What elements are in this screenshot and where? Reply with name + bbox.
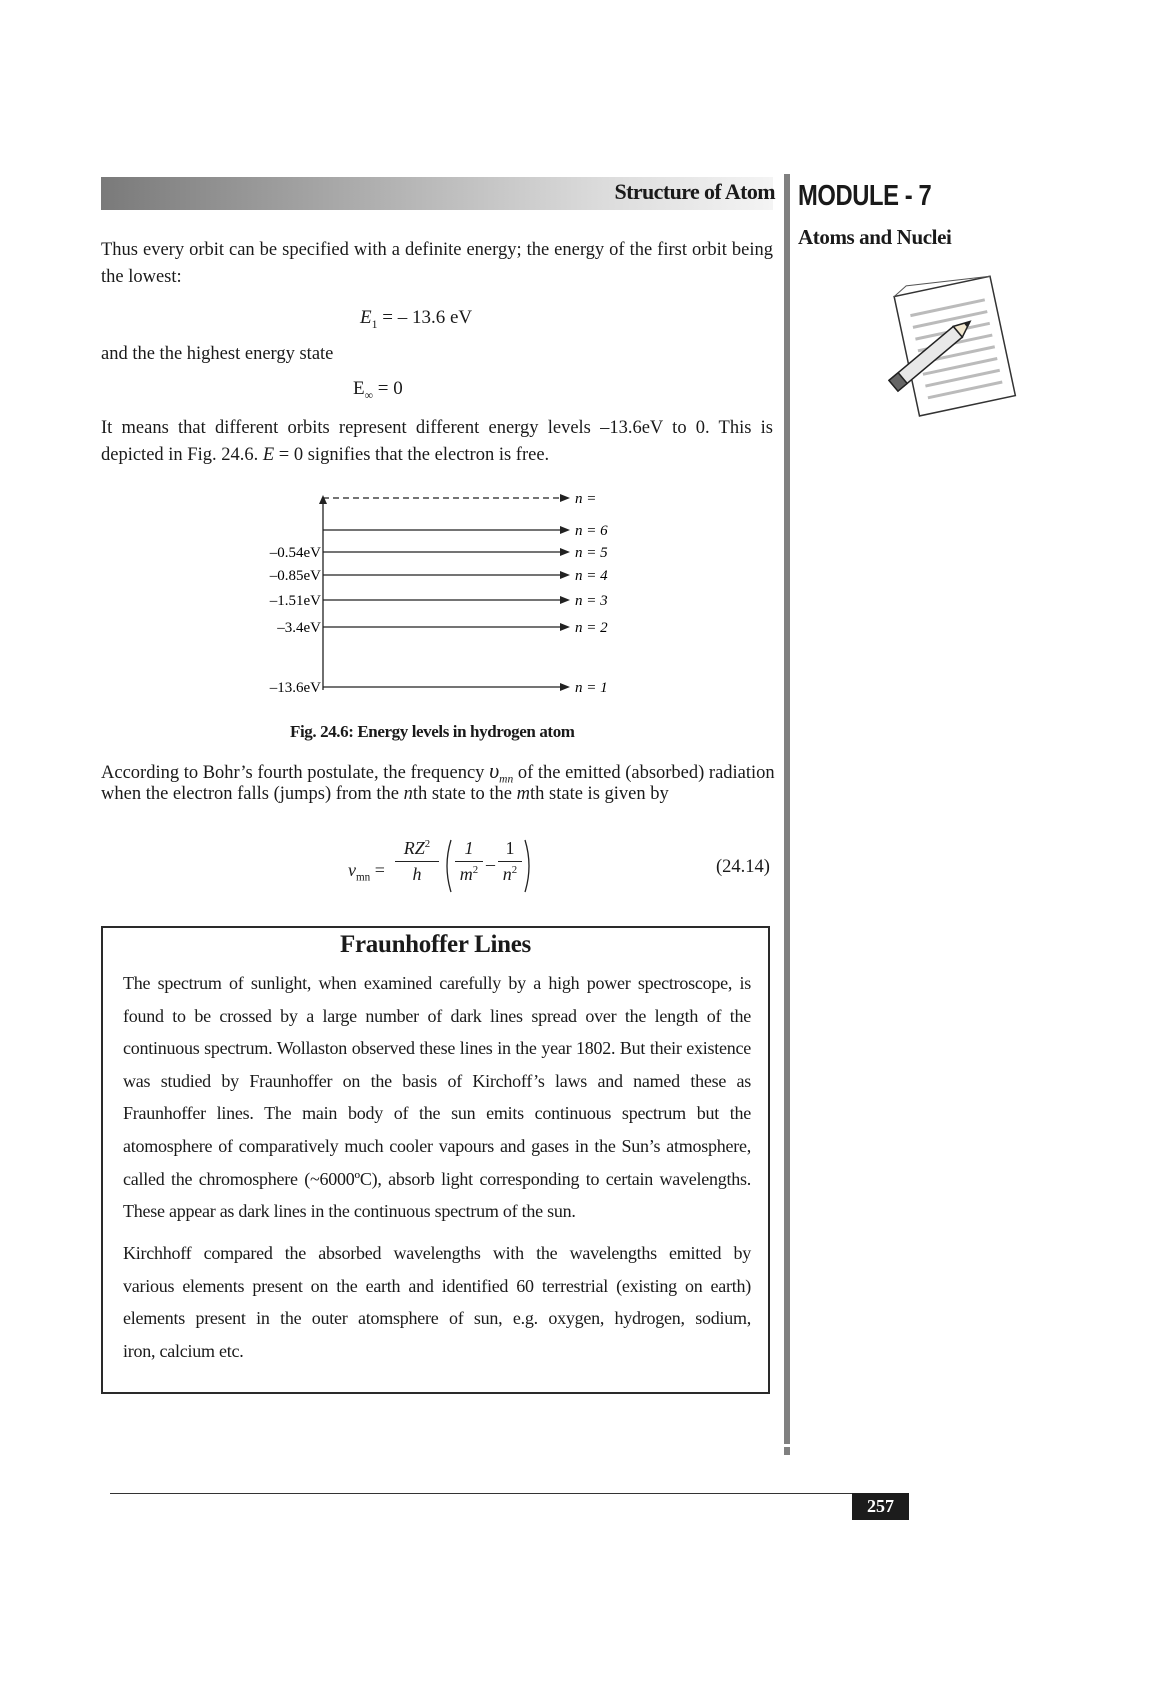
eq-inner-num2: 1: [505, 838, 515, 858]
para4-line2-b: th state to the: [412, 784, 517, 804]
energy-level-n-label: n = 5: [575, 545, 608, 561]
para3-text-a: It means that different orbits represent different energy levels –13.6eV to 0. This is depicted in Fig. 24.6.: [101, 418, 773, 465]
running-title: Structure of Atom: [614, 179, 775, 204]
energy-level-value-label: –13.6eV: [269, 680, 321, 696]
energy-level-diagram: [250, 490, 630, 710]
energy-level-arrowhead: [560, 683, 570, 691]
box-title: Fraunhoffer Lines: [340, 931, 531, 958]
energy-level-n-label: n =: [575, 491, 597, 507]
eq-inner-fraction-2: [498, 838, 522, 885]
figure-caption: Fig. 24.6: Energy levels in hydrogen atom: [290, 722, 575, 741]
sidebar-rule-tip: [784, 1447, 790, 1455]
box-text-line: various elements present on the earth and identified 60 terrestrial (existing on earth): [123, 1275, 751, 1296]
box-text-line: continuous spectrum. Wollaston observed these lines in the year 1802. But their existence: [123, 1038, 751, 1059]
para4-symbol: υ: [489, 758, 500, 783]
para4-subscript: mn: [499, 773, 514, 786]
box-paragraph-2: [123, 1237, 751, 1367]
eq-numerator-sup: 2: [424, 838, 431, 850]
para4-line2-c: th state is given by: [530, 784, 669, 804]
eq-inner-den1: m: [459, 864, 473, 884]
energy-level-value-label: –3.4eV: [277, 620, 321, 636]
eq2-value: = 0: [377, 378, 403, 399]
energy-level-arrowhead: [560, 526, 570, 534]
para3-text-b: = 0 signifies that the electron is free.: [274, 444, 550, 465]
box-text-line: found to be crossed by a large number of dark lines spread over the length of the: [123, 1005, 751, 1026]
energy-level-value-label: –0.85eV: [269, 568, 321, 584]
eq1-symbol: E: [360, 307, 372, 328]
para4-text-b: of the emitted (absorbed) radiation: [513, 763, 775, 783]
energy-level-arrowhead: [560, 548, 570, 556]
box-text-line: Kirchhoff compared the absorbed wavelengths with the wavelengths emitted by: [123, 1243, 751, 1263]
notes-pencil-icon: [875, 268, 1025, 423]
module-title: MODULE - 7: [798, 180, 932, 212]
box-text-line: Fraunhoffer lines. The main body of the sun emits continuous spectrum but the: [123, 1103, 751, 1124]
paragraph-bohr-line1: [101, 758, 775, 786]
para4-line2-a: when the electron falls (jumps) from the: [101, 784, 404, 804]
eq-right-paren: [523, 838, 533, 894]
energy-level-value-label: –0.54eV: [269, 545, 321, 561]
box-paragraph-1: [123, 967, 751, 1228]
eq-inner-den2: n: [502, 864, 512, 884]
box-text-line: The spectrum of sunlight, when examined carefully by a high power spectroscope, is: [123, 973, 751, 993]
sidebar-rule: [784, 174, 790, 1444]
paragraph-bohr-line2: [101, 784, 669, 805]
para3-symbol: E: [262, 444, 275, 465]
eq-inner-num1: 1: [464, 838, 474, 858]
energy-level-arrowhead: [560, 494, 570, 502]
energy-level-n-label: n = 1: [575, 680, 608, 696]
energy-level-value-label: –1.51eV: [269, 593, 321, 609]
eq-lhs-sub: mn: [356, 871, 371, 884]
eq-lhs: v: [348, 860, 356, 880]
eq-left-paren: [443, 838, 453, 894]
module-subtitle: Atoms and Nuclei: [798, 225, 952, 249]
energy-level-n-label: n = 3: [575, 593, 608, 609]
eq-inner-den1-sup: 2: [472, 864, 479, 876]
para4-m: m: [516, 784, 531, 804]
eq2-symbol: E: [353, 378, 365, 399]
box-text-line: elements present in the outer atomsphere of sun, e.g. oxygen, hydrogen, sodium,: [123, 1308, 751, 1329]
eq1-value: = – 13.6 eV: [382, 307, 473, 328]
box-text-line: called the chromosphere (~6000ºC), absorb light corresponding to certain wavelengths.: [123, 1168, 751, 1189]
equation-number: (24.14): [716, 857, 770, 877]
eq-inner-den2-sup: 2: [511, 864, 518, 876]
paragraph-highest-state: and the the highest energy state: [101, 344, 334, 364]
equation-einf: [353, 378, 403, 403]
box-text-line: atomosphere of comparatively much cooler vapours and gases in the Sun’s atmosphere,: [123, 1135, 751, 1156]
para4-text-a: According to Bohr’s fourth postulate, the frequency: [101, 763, 490, 783]
paragraph-intro: Thus every orbit can be specified with a definite energy; the energy of the first orbit being the lowest:: [101, 240, 773, 287]
eq-equals: =: [374, 860, 385, 880]
eq-main-fraction: [395, 838, 439, 885]
footer-rule: [110, 1493, 855, 1494]
eq-denominator: h: [412, 864, 422, 884]
energy-level-n-label: n = 4: [575, 568, 608, 584]
energy-level-arrowhead: [560, 623, 570, 631]
box-text-line: was studied by Fraunhoffer on the basis of Kirchoff’s laws and named these as: [123, 1070, 751, 1091]
eq-minus: –: [486, 854, 495, 874]
energy-level-arrowhead: [560, 596, 570, 604]
box-text-line: iron, calcium etc.: [123, 1340, 244, 1361]
equation-e1: [360, 307, 472, 332]
energy-level-arrowhead: [560, 571, 570, 579]
energy-level-n-label: n = 2: [575, 620, 608, 636]
eq2-subscript: ∞: [364, 388, 373, 402]
paragraph-energy-levels: [101, 415, 773, 468]
energy-axis-arrowhead: [319, 495, 327, 504]
box-text-line: These appear as dark lines in the continuous spectrum of the sun.: [123, 1201, 576, 1222]
eq1-subscript: 1: [371, 317, 378, 331]
energy-level-n-label: n = 6: [575, 523, 608, 539]
para4-n: n: [403, 784, 413, 804]
page-number: 257: [852, 1493, 909, 1520]
eq-numerator: RZ: [403, 838, 425, 858]
eq-inner-fraction-1: [455, 838, 483, 885]
